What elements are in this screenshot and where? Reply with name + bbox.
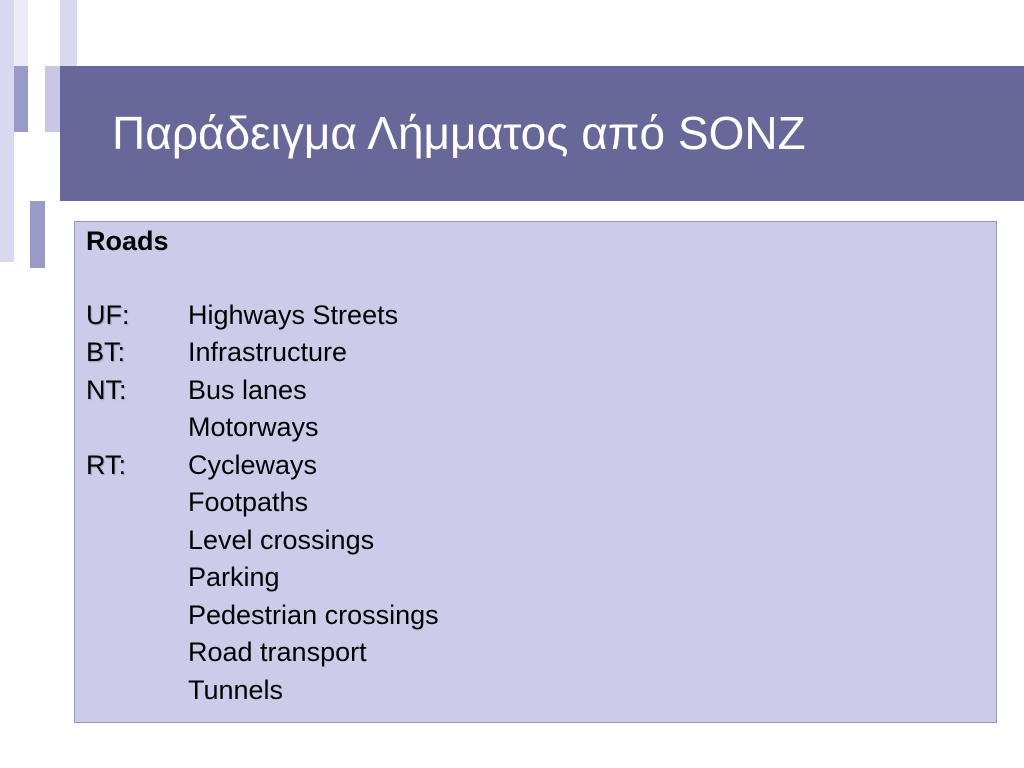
term-rt-4: Parking bbox=[188, 562, 280, 592]
decor-bar-light-3 bbox=[60, 0, 77, 66]
term-rt-3: Level crossings bbox=[188, 525, 375, 555]
term-uf-1: Highways Streets bbox=[188, 300, 399, 330]
decor-bar-light-1 bbox=[0, 0, 14, 262]
decor-bar-light-4 bbox=[45, 66, 60, 132]
term-rt-6: Road transport bbox=[188, 637, 367, 667]
relation-code-rt: RT: bbox=[86, 450, 127, 480]
entry-heading: Roads bbox=[86, 226, 169, 256]
decor-bar-mid-2 bbox=[30, 201, 45, 268]
term-nt-2: Motorways bbox=[188, 412, 319, 442]
slide-title: Παράδειγμα Λήμματος από SONZ bbox=[112, 107, 806, 159]
relation-code-nt: NT: bbox=[86, 375, 127, 405]
term-rt-5: Pedestrian crossings bbox=[188, 600, 439, 630]
term-bt-1: Infrastructure bbox=[188, 337, 348, 367]
term-rt-1: Cycleways bbox=[188, 450, 318, 480]
decor-bar-light-2 bbox=[14, 0, 28, 66]
relation-code-bt: BT: bbox=[86, 337, 126, 367]
term-rt-2: Footpaths bbox=[188, 487, 309, 517]
term-rt-7: Tunnels bbox=[188, 675, 284, 705]
decor-bar-mid-1 bbox=[14, 66, 28, 132]
term-nt-1: Bus lanes bbox=[188, 375, 307, 405]
relation-code-uf: UF: bbox=[86, 300, 130, 330]
